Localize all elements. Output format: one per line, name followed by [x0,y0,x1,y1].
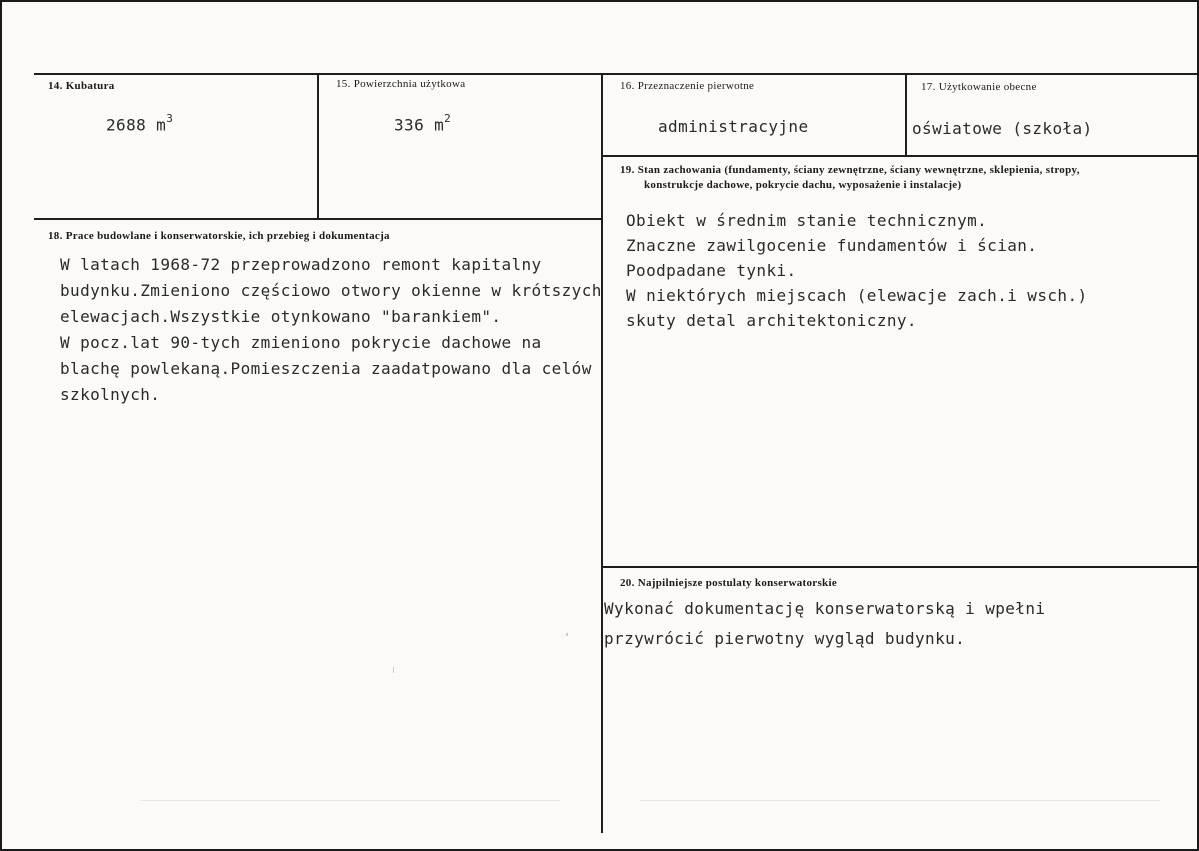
text-line: Poodpadane tynki. [626,261,797,280]
field-17-label: 17. Użytkowanie obecne [921,81,1037,93]
text-line: Znaczne zawilgocenie fundamentów i ścian. [626,236,1038,255]
field-14-label: 14. Kubatura [48,80,115,92]
field-15-label: 15. Powierzchnia użytkowa [336,78,466,90]
text-line: Wykonać dokumentację konserwatorską i wpełni [604,599,1046,618]
field-14-unit-exponent: 3 [166,112,174,125]
field-20-label: 20. Najpilniejsze postulaty konserwatorskie [620,577,838,589]
field-18-text [60,252,602,408]
text-line: przywrócić pierwotny wygląd budynku. [604,629,966,648]
field-19-text [626,208,1088,333]
divider-main [601,73,603,833]
text-line: skuty detal architektoniczny. [626,311,917,330]
field-20-text [604,594,1045,654]
field-16-value: administracyjne [658,117,809,136]
field-15-unit-exponent: 2 [444,112,452,125]
top-rule [34,73,1197,75]
divider-16-17 [905,73,907,157]
field-19-label-continued: konstrukcje dachowe, pokrycie dachu, wyposażenie i instalacje) [644,179,962,191]
field-19-label: 19. Stan zachowania (fundamenty, ściany zewnętrzne, ściany wewnętrzne, sklepienia, stropy, [620,164,1080,176]
field-14-value: 2688 $m^3$ [106,112,174,135]
text-line: budynku.Zmieniono częściowo otwory okienne w krótszych [60,281,602,300]
scan-speck [393,667,394,673]
divider-14-15 [317,73,319,220]
text-line: blachę powlekaną.Pomieszczenia zaadatpowano dla celów [60,359,592,378]
rule-under-19 [603,566,1197,568]
field-16-label: 16. Przeznaczenie pierwotne [620,80,755,92]
text-line: szkolnych. [60,385,161,404]
text-line: Obiekt w średnim stanie technicznym. [626,211,988,230]
scan-speck [140,800,560,801]
field-15-value: 336 $m^2$ [394,112,452,135]
rule-under-16-17 [603,155,1197,157]
text-line: W latach 1968-72 przeprowadzono remont kapitalny [60,255,542,274]
text-line: elewacjach.Wszystkie otynkowano "barankiem". [60,307,502,326]
field-18-label: 18. Prace budowlane i konserwatorskie, ich przebieg i dokumentacja [48,230,390,242]
scan-speck [640,800,1160,801]
field-17-value: oświatowe (szkoła) [912,119,1093,138]
scan-speck [566,633,568,636]
text-line: W niektórych miejscach (elewacje zach.i wsch.) [626,286,1088,305]
text-line: W pocz.lat 90-tych zmieniono pokrycie dachowe na [60,333,542,352]
